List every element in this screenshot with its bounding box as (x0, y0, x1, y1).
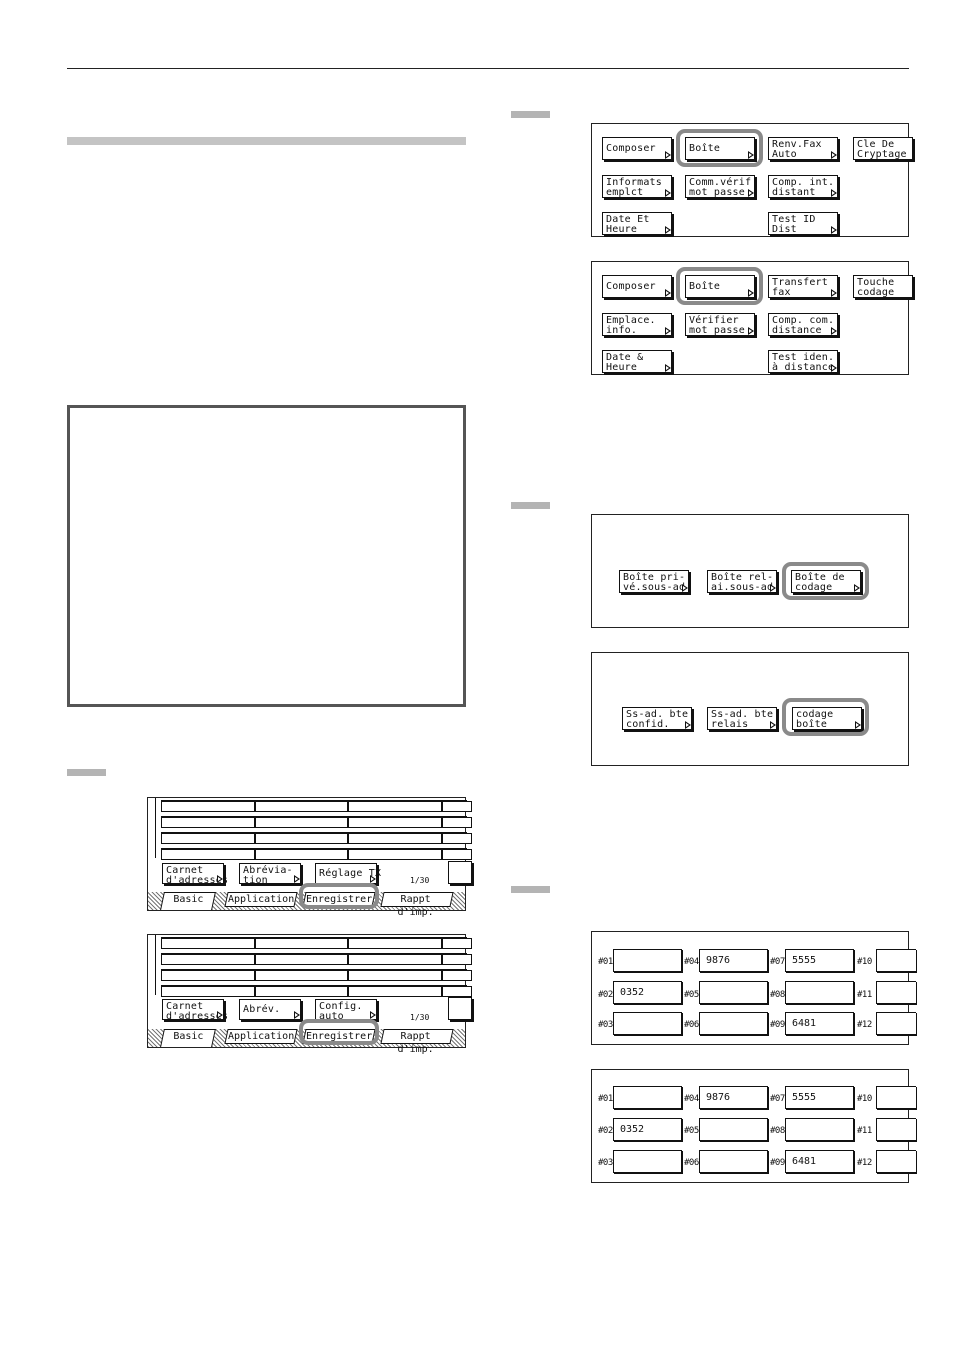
code-label: #02 (598, 1126, 613, 1136)
code-field-06[interactable] (699, 1012, 768, 1035)
step-marker-3 (67, 769, 106, 776)
code-field-07[interactable]: 5555 (785, 1086, 854, 1109)
code-label: #05 (684, 990, 699, 1000)
renv-fax-key[interactable]: Renv.Fax Auto (768, 137, 838, 160)
code-label: #09 (770, 1020, 785, 1030)
step-marker-4 (511, 886, 550, 893)
comp-com-key[interactable]: Comp. com. distance (768, 313, 838, 336)
abrev-key[interactable]: Abrév. (239, 999, 301, 1020)
informats-key[interactable]: Informats emplct (602, 175, 672, 198)
code-label: #06 (684, 1158, 699, 1168)
tab-application[interactable]: Application (224, 892, 297, 907)
step-marker-2 (511, 502, 550, 509)
code-label: #01 (598, 1094, 613, 1104)
code-screen-a (591, 931, 909, 1045)
boite-key[interactable]: Boîte (685, 137, 755, 160)
boite-key[interactable]: Boîte (685, 275, 755, 298)
codage-boite-key[interactable]: codage boîte (792, 707, 862, 730)
next-page-key[interactable] (448, 861, 472, 884)
test-iden-key[interactable]: Test iden. à distance (768, 350, 838, 373)
ss-ad-confid-key[interactable]: Ss-ad. bte confid. (622, 707, 692, 730)
code-field-02[interactable]: 0352 (613, 1118, 682, 1141)
tab-application[interactable]: Application (224, 1029, 297, 1044)
code-label: #11 (857, 1126, 872, 1136)
code-field-07[interactable]: 5555 (785, 949, 854, 972)
date-heure-key[interactable]: Date Et Heure (602, 212, 672, 235)
tab-rappt-imp[interactable]: Rappt d'imp. (380, 892, 453, 907)
code-label: #04 (684, 957, 699, 967)
cle-cryptage-key[interactable]: Cle De Cryptage (853, 137, 913, 160)
code-field-12[interactable] (876, 1150, 916, 1173)
code-label: #01 (598, 957, 613, 967)
highlight-ring (782, 562, 869, 600)
table-row[interactable] (161, 816, 467, 827)
test-id-key[interactable]: Test ID Dist (768, 212, 838, 235)
code-field-05[interactable] (699, 981, 768, 1004)
code-field-09[interactable]: 6481 (785, 1150, 854, 1173)
table-row[interactable] (161, 937, 467, 948)
carnet-adresses-key[interactable]: Carnet d'adresses (162, 863, 224, 884)
code-label: #05 (684, 1126, 699, 1136)
code-field-05[interactable] (699, 1118, 768, 1141)
code-field-03[interactable] (613, 1150, 682, 1173)
touche-codage-key[interactable]: Touche codage (853, 275, 913, 298)
emplace-key[interactable]: Emplace. info. (602, 313, 672, 336)
code-field-06[interactable] (699, 1150, 768, 1173)
code-screen-b (591, 1069, 909, 1183)
transfert-key[interactable]: Transfert fax (768, 275, 838, 298)
highlight-ring (676, 129, 763, 167)
next-page-key[interactable] (448, 997, 472, 1020)
header-rule (67, 68, 909, 69)
code-label: #12 (857, 1020, 872, 1030)
table-row[interactable] (161, 953, 467, 964)
reglage-tx-key[interactable]: Réglage TX (315, 863, 377, 884)
highlight-ring (782, 698, 869, 736)
boite-codage-key[interactable]: Boîte de codage (791, 570, 861, 593)
code-label: #08 (770, 1126, 785, 1136)
box-screen-a (591, 514, 909, 628)
tab-rappt-imp[interactable]: Rappt d'imp. (380, 1029, 453, 1044)
table-row[interactable] (161, 985, 467, 996)
tab-basic[interactable]: Basic (160, 892, 216, 910)
code-label: #11 (857, 990, 872, 1000)
page-indicator: 1/30 (410, 876, 430, 885)
step-marker-1 (511, 111, 550, 118)
code-field-01[interactable] (613, 949, 682, 972)
code-label: #09 (770, 1158, 785, 1168)
table-row[interactable] (161, 832, 467, 843)
tab-basic[interactable]: Basic (160, 1029, 216, 1047)
code-field-08[interactable] (785, 981, 854, 1004)
code-label: #03 (598, 1020, 613, 1030)
carnet-adresses-key[interactable]: Carnet d'adresses (162, 999, 224, 1020)
table-row[interactable] (161, 848, 467, 859)
code-field-10[interactable] (876, 1086, 916, 1109)
config-auto-key[interactable]: Config. auto (315, 999, 377, 1020)
ss-ad-relais-key[interactable]: Ss-ad. bte relais (707, 707, 777, 730)
code-label: #10 (857, 957, 872, 967)
boite-prive-key[interactable]: Boîte pri- vé.sous-ad (619, 570, 689, 593)
tab-enregistrer[interactable]: Enregistrer (302, 892, 375, 907)
verifier-key[interactable]: Vérifier mot passe (685, 313, 755, 336)
date-heure-key[interactable]: Date & Heure (602, 350, 672, 373)
code-label: #08 (770, 990, 785, 1000)
menu-screen-b (591, 261, 909, 375)
code-field-11[interactable] (876, 981, 916, 1004)
composer-key[interactable]: Composer (602, 137, 672, 160)
page-indicator: 1/30 (410, 1013, 430, 1022)
code-label: #02 (598, 990, 613, 1000)
comp-int-key[interactable]: Comp. int. distant (768, 175, 838, 198)
code-label: #07 (770, 957, 785, 967)
table-row[interactable] (161, 800, 467, 811)
highlight-ring (299, 1019, 379, 1045)
menu-screen-a (591, 123, 909, 237)
scroll-strip[interactable] (150, 798, 156, 858)
highlight-ring (676, 267, 763, 305)
note-box (67, 405, 466, 707)
highlight-ring (299, 883, 379, 909)
code-field-09[interactable]: 6481 (785, 1012, 854, 1035)
code-field-01[interactable] (613, 1086, 682, 1109)
address-book-screen-a (147, 797, 466, 918)
composer-key[interactable]: Composer (602, 275, 672, 298)
table-row[interactable] (161, 969, 467, 980)
code-field-12[interactable] (876, 1012, 916, 1035)
code-field-11[interactable] (876, 1118, 916, 1141)
code-field-03[interactable] (613, 1012, 682, 1035)
scroll-strip[interactable] (150, 935, 156, 995)
tab-enregistrer[interactable]: Enregistrer (302, 1029, 375, 1044)
boite-relai-key[interactable]: Boîte rel- ai.sous-ad (707, 570, 777, 593)
comm-verif-key[interactable]: Comm.vérif mot passe (685, 175, 755, 198)
code-label: #12 (857, 1158, 872, 1168)
code-label: #04 (684, 1094, 699, 1104)
code-label: #03 (598, 1158, 613, 1168)
box-screen-b (591, 652, 909, 766)
abreviation-key[interactable]: Abrévia- tion (239, 863, 301, 884)
section-heading-bar (67, 137, 466, 145)
code-label: #07 (770, 1094, 785, 1104)
address-book-screen-b (147, 934, 466, 1055)
code-label: #10 (857, 1094, 872, 1104)
code-field-10[interactable] (876, 949, 916, 972)
code-field-04[interactable]: 9876 (699, 1086, 768, 1109)
code-field-08[interactable] (785, 1118, 854, 1141)
code-field-04[interactable]: 9876 (699, 949, 768, 972)
code-label: #06 (684, 1020, 699, 1030)
code-field-02[interactable]: 0352 (613, 981, 682, 1004)
